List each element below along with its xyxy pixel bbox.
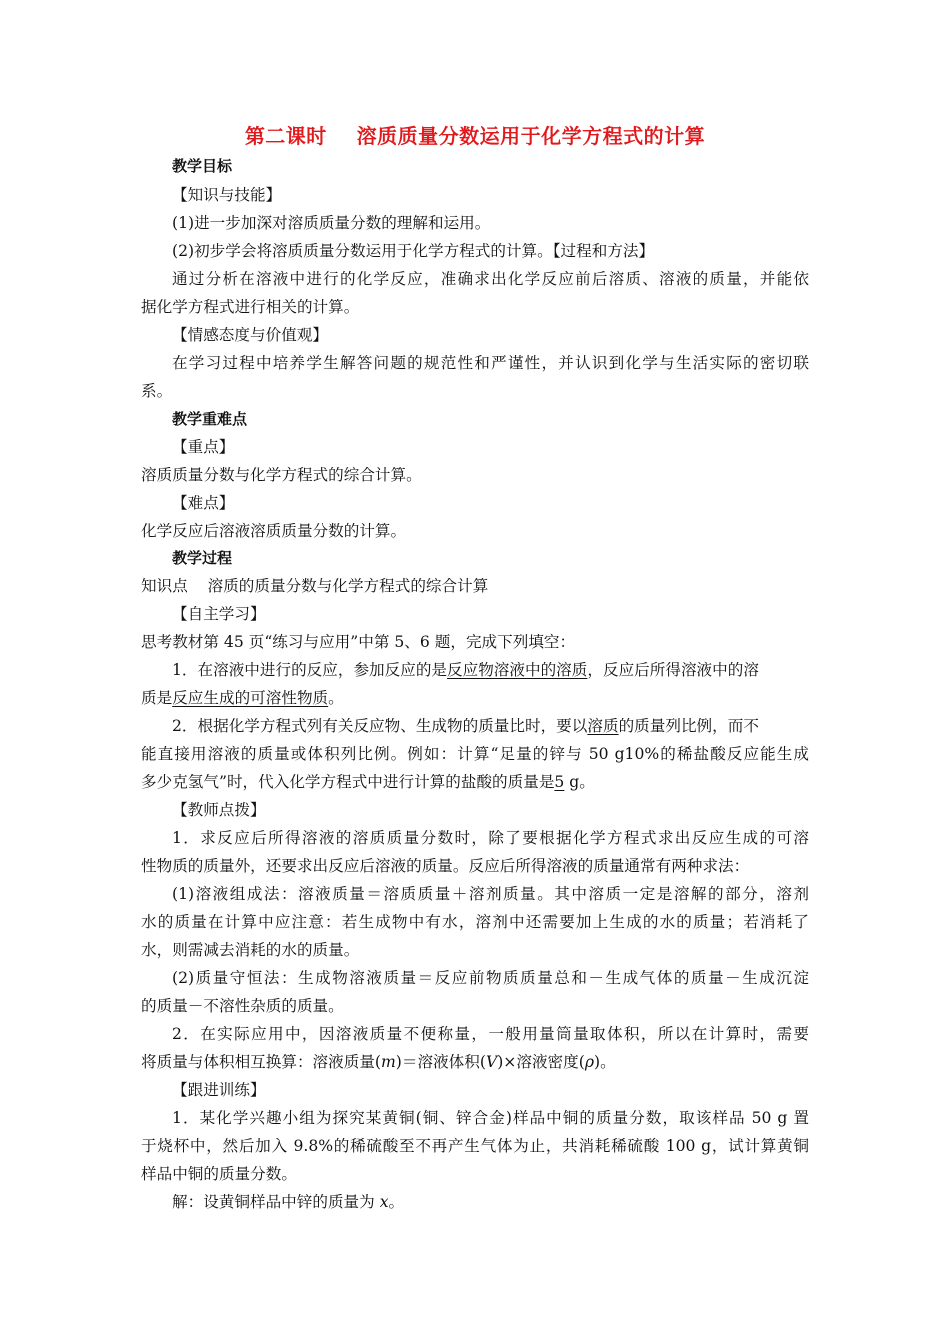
answer-blank: 反应物溶液中的溶质 (447, 661, 588, 679)
paragraph-line: 将质量与体积相互换算：溶液质量(m)＝溶液体积(V)×溶液密度(ρ)。 (141, 1053, 616, 1071)
paragraph-line: 1．求反应后所得溶液的溶质质量分数时，除了要根据化学方程式求出反应生成的可溶 (172, 829, 809, 847)
paragraph-line: 在学习过程中培养学生解答问题的规范性和严谨性，并认识到化学与生活实际的密切联 (172, 354, 809, 372)
section-heading-objectives: 教学目标 (172, 157, 233, 175)
paragraph-line: 据化学方程式进行相关的计算。 (141, 298, 360, 316)
paragraph-line: 通过分析在溶液中进行的化学反应，准确求出化学反应前后溶质、溶液的质量，并能依 (172, 270, 809, 288)
subheading-difficulty: 【难点】 (172, 494, 235, 512)
paragraph-line: 水，则需减去消耗的水的质量。 (141, 941, 360, 959)
objective-item-1: (1)进一步加深对溶质质量分数的理解和运用。 (172, 214, 491, 232)
paragraph-line: 思考教材第 45 页“练习与应用”中第 5、6 题，完成下列填空： (141, 633, 576, 651)
paragraph-line: (2)质量守恒法：生成物溶液质量＝反应前物质质量总和－生成气体的质量－生成沉淀 (172, 969, 809, 987)
paragraph-line: 的质量－不溶性杂质的质量。 (141, 997, 344, 1015)
question-2-line: 能直接用溶液的质量或体积列比例。例如：计算“足量的锌与 50 g10%的稀盐酸反应能生成 (141, 745, 809, 763)
subheading-knowledge: 【知识与技能】 (172, 186, 282, 204)
question-2-line: 多少克氢气”时，代入化学方程式中进行计算的盐酸的质量是5 g。 (141, 773, 595, 791)
paragraph-line: 样品中铜的质量分数。 (141, 1165, 297, 1183)
section-heading-key-points: 教学重难点 (172, 410, 248, 428)
paragraph-line: 溶质质量分数与化学方程式的综合计算。 (141, 466, 422, 484)
subheading-follow-up: 【跟进训练】 (172, 1081, 266, 1099)
answer-blank: 反应生成的可溶性物质 (172, 689, 329, 707)
solution-line: 解：设黄铜样品中锌的质量为 x。 (172, 1193, 405, 1211)
section-heading-process: 教学过程 (172, 549, 233, 567)
answer-blank: 溶质 (587, 717, 619, 735)
question-2-line: 2．根据化学方程式列有关反应物、生成物的质量比时，要以溶质的质量列比例，而不 (172, 717, 759, 735)
paragraph-line: 化学反应后溶液溶质质量分数的计算。 (141, 522, 407, 540)
lesson-title: 第二课时 溶质质量分数运用于化学方程式的计算 (244, 124, 706, 148)
subheading-self-study: 【自主学习】 (172, 605, 266, 623)
subheading-teacher-tips: 【教师点拨】 (172, 801, 266, 819)
paragraph-line: 1．某化学兴趣小组为探究某黄铜(铜、锌合金)样品中铜的质量分数，取该样品 50 g 置 (172, 1109, 809, 1127)
paragraph-line: 2．在实际应用中，因溶液质量不便称量，一般用量筒量取体积，所以在计算时，需要 (172, 1025, 809, 1043)
subheading-focus: 【重点】 (172, 438, 235, 456)
paragraph-line: 于烧杯中，然后加入 9.8%的稀硫酸至不再产生气体为止，共消耗稀硫酸 100 g，试计算黄铜 (141, 1137, 809, 1155)
question-1-line: 质是反应生成的可溶性物质。 (141, 689, 344, 707)
question-1-line: 1．在溶液中进行的反应，参加反应的是反应物溶液中的溶质，反应后所得溶液中的溶 (172, 661, 759, 679)
paragraph-line: 系。 (141, 382, 173, 400)
paragraph-line: 水的质量在计算中应注意：若生成物中有水，溶剂中还需要加上生成的水的质量；若消耗了 (141, 913, 809, 931)
paragraph-line: 性物质的质量外，还要求出反应后溶液的质量。反应后所得溶液的质量通常有两种求法： (141, 857, 750, 875)
paragraph-line: (1)溶液组成法：溶液质量＝溶质质量＋溶剂质量。其中溶质一定是溶解的部分，溶剂 (172, 885, 809, 903)
subheading-values: 【情感态度与价值观】 (172, 326, 328, 344)
objective-item-2: (2)初步学会将溶质质量分数运用于化学方程式的计算。【过程和方法】 (172, 242, 655, 260)
answer-blank: 5 (554, 773, 565, 791)
knowledge-point: 知识点 溶质的质量分数与化学方程式的综合计算 (141, 577, 489, 595)
